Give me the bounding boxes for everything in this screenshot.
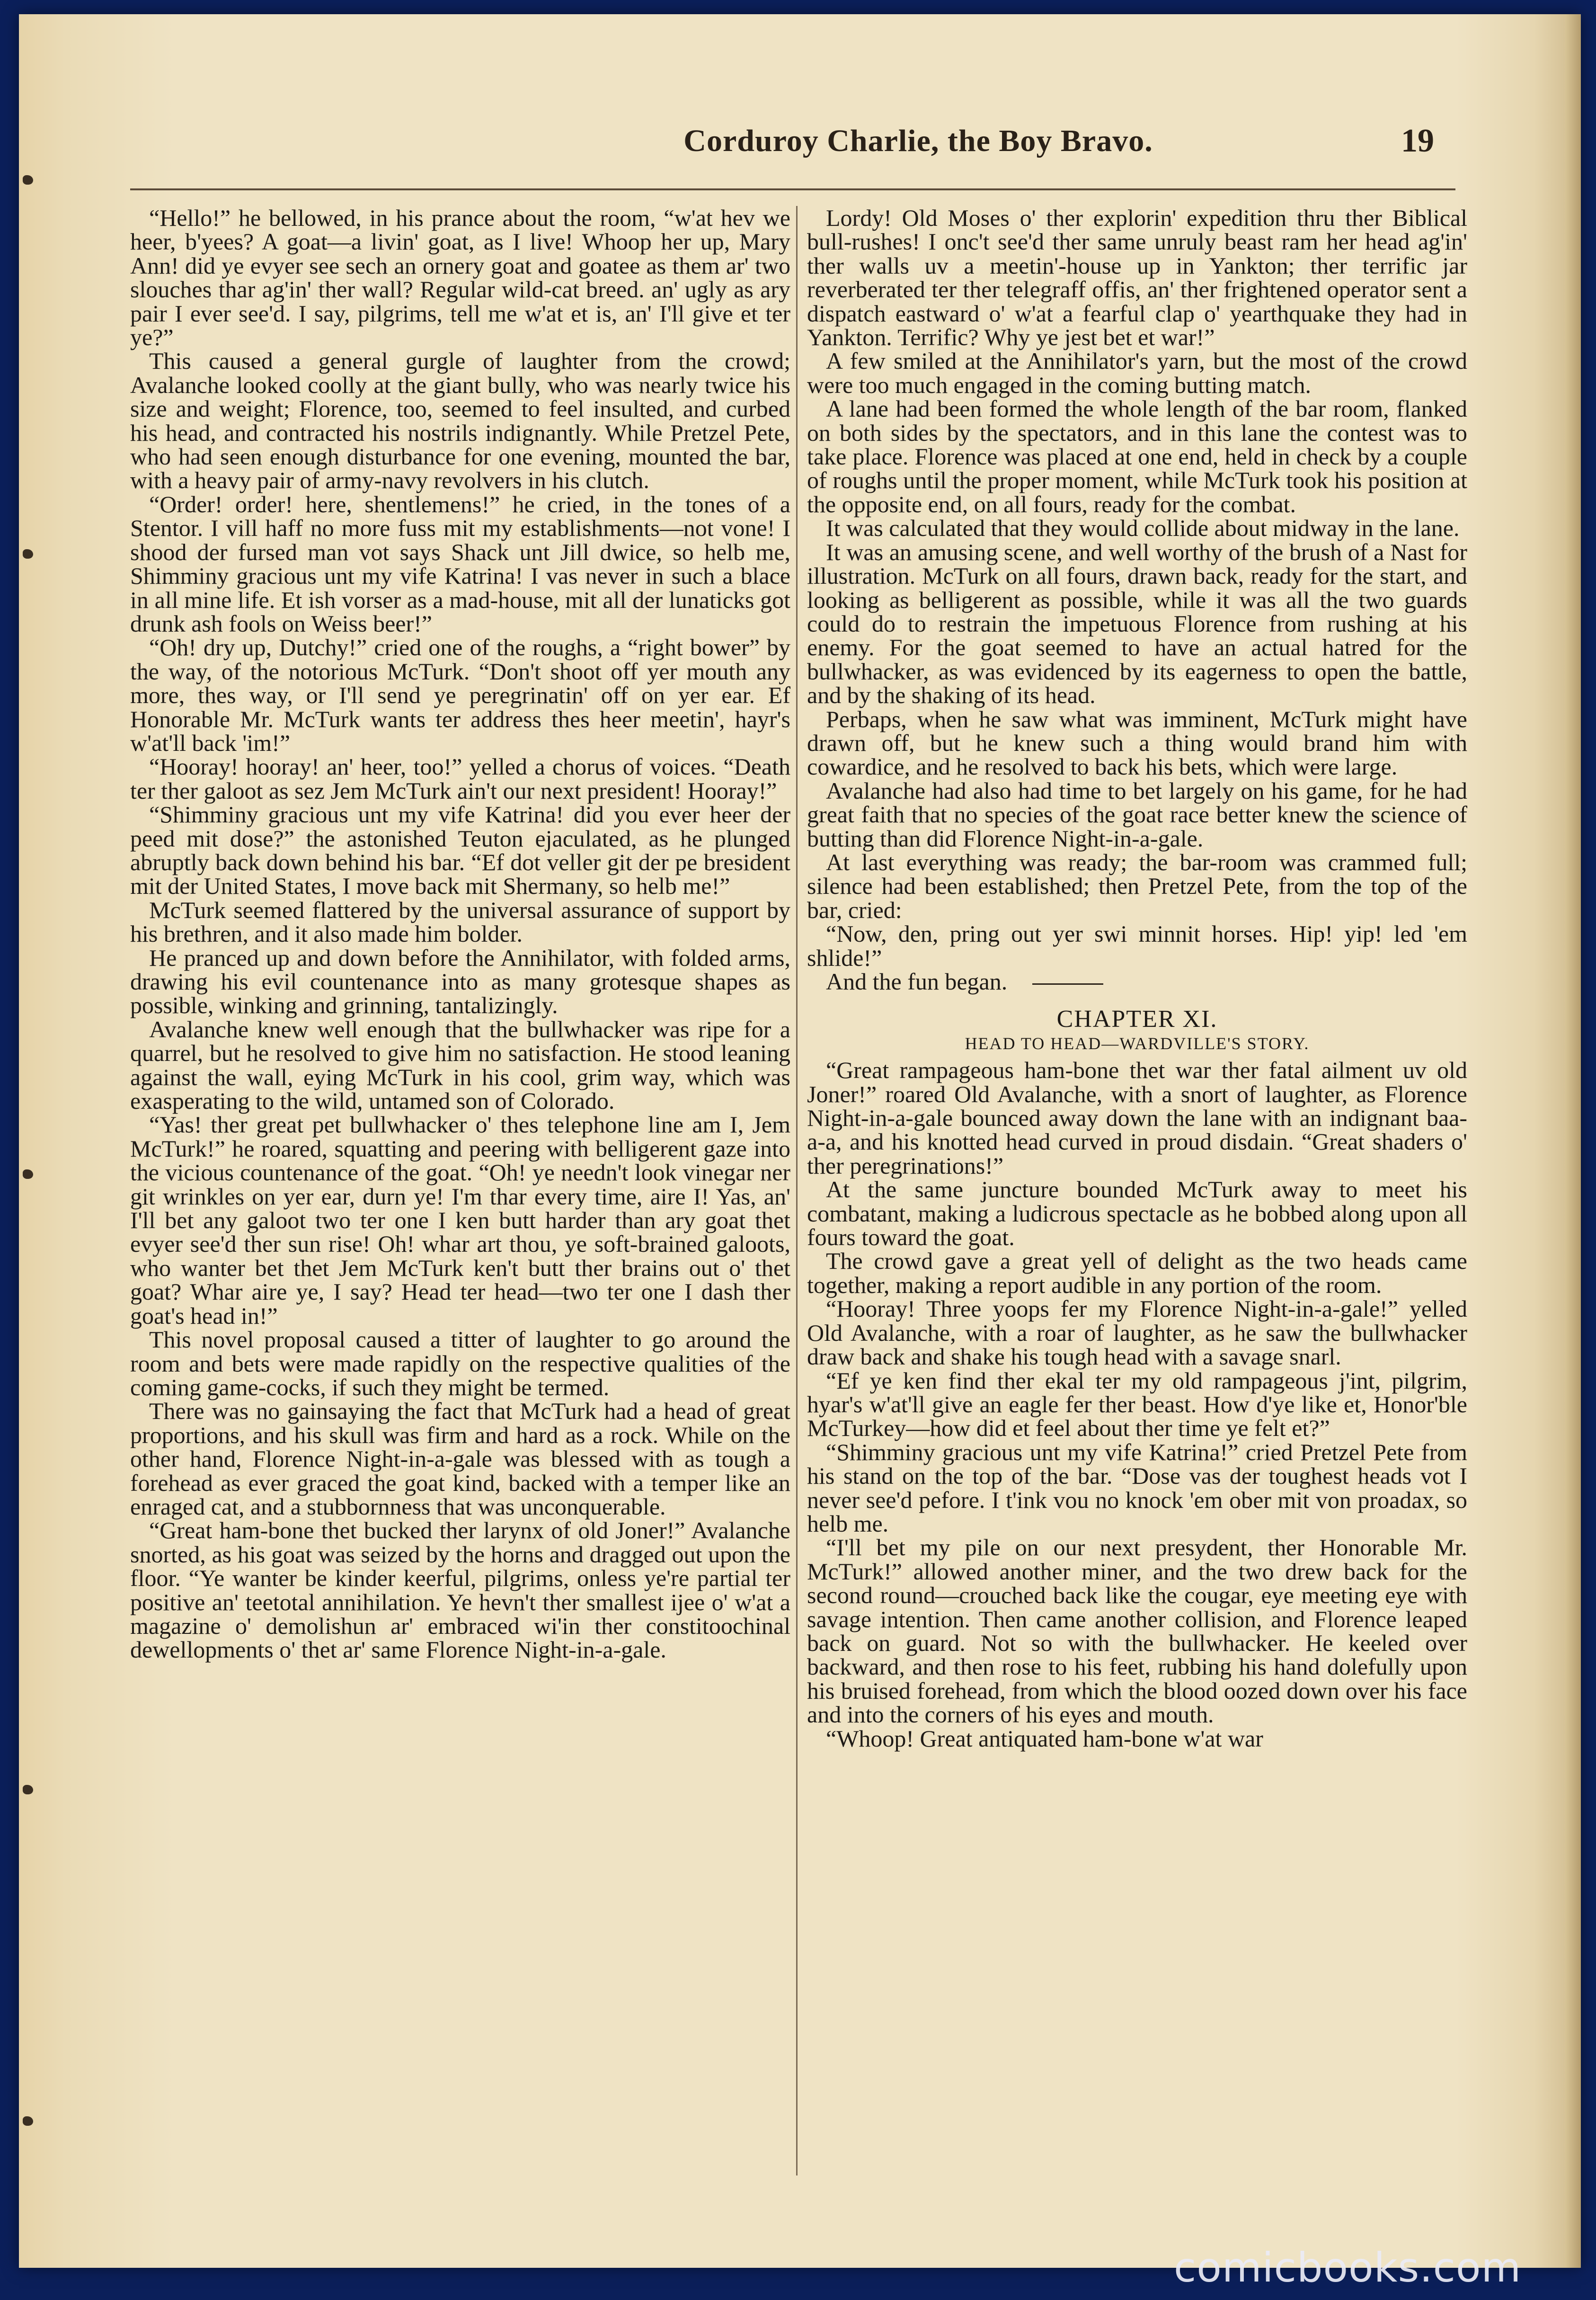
paragraph: The crowd gave a great yell of delight as the two heads came together, making a report audible in any portion of the room. [807, 1248, 1467, 1298]
paragraph: “Hello!” he bellowed, in his prance about the room, “w'at hev we heer, b'yees? A goat—a livin' goat, as I live! Whoop her up, Mary Ann! did ye evyer see sech an ornery goat and goatee as them ar' two slouches thar ag'in' ther wall? Regular wild-cat breed. an' ugly as ary pair I ever see'd. I say, pilgrims, tell me w'at et is, an' I'll give et ter ye?” [130, 205, 790, 351]
header-rule [130, 188, 1455, 190]
left-column [130, 206, 790, 1662]
paragraph: “Whoop! Great antiquated ham-bone w'at war [826, 1725, 1263, 1752]
paragraph: This novel proposal caused a titter of laughter to go around the room and bets were made rapidly on the respective qualities of the coming game-cocks, if such they might be termed. [130, 1326, 790, 1400]
paragraph: “Great ham-bone thet bucked ther larynx of old Joner!” Avalanche snorted, as his goat was seized by the horns and dragged out upon the floor. “Ye wanter be kinder keerful, pilgrims, onless ye're partial ter positive an' teetotal annihilation. Ye hevn't ther smallest ijee o' w'at a magazine o' demolishun ar' embraced wi'in ther constitoochinal dewellopments o' thet ar' same Florence Night-in-a-gale. [130, 1517, 790, 1663]
right-column [807, 206, 1467, 1750]
ending-line: And the fun began. [826, 968, 1008, 995]
margin-stain [23, 1785, 33, 1794]
paragraph: “Hooray! hooray! an' heer, too!” yelled a chorus of voices. “Death ter ther galoot as sez Jem McTurk ain't our next president! Hooray!” [130, 753, 790, 804]
margin-stain [23, 175, 33, 185]
paragraph: This caused a general gurgle of laughter from the crowd; Avalanche looked coolly at the giant bully, who was nearly twice his size and weight; Florence, too, seemed to feel insulted, and curbed his head, and contracted his nostrils indignantly. While Pretzel Pete, who had seen enough disturbance for one evening, mounted the bar, with a heavy pair of army-navy revolvers in his clutch. [130, 348, 790, 494]
paragraph: At the same juncture bounded McTurk away to meet his combatant, making a ludicrous spectacle as he bobbed along upon all fours toward the goat. [807, 1176, 1467, 1251]
paragraph: A lane had been formed the whole length of the bar room, flanked on both sides by the spectators, and in this lane the contest was to take place. Florence was placed at one end, held in check by a couple of roughs until the proper moment, while McTurk took his position at the opposite end, on all fours, ready for the combat. [807, 395, 1467, 517]
paragraph: “Ef ye ken find ther ekal ter my old rampageous j'int, pilgrim, hyar's w'at'll give an eagle fer ther beast. How d'ye like et, Honor'ble McTurkey—how did et feel about ther time ye felt et?” [807, 1367, 1467, 1442]
paragraph: “Hooray! Three yoops fer my Florence Night-in-a-gale!” yelled Old Avalanche, with a roar of laughter, as he saw the bullwhacker draw back and shake his tough head with a savage snarl. [807, 1295, 1467, 1370]
paragraph: “I'll bet my pile on our next presydent, ther Honorable Mr. McTurk!” allowed another miner, and the two drew back for the second round—crouched back like the cougar, eye meeting eye with savage intention. Then came another collision, and Florence leaped back on guard. Not so with the bullwhacker. He keeled over backward, and then rose to his feet, rubbing his hand dolefully upon his bruised forehead, from which the blood oozed down over his face and into the corners of his eyes and mouth. [807, 1534, 1467, 1728]
paragraph: McTurk seemed flattered by the universal assurance of support by his brethren, and it also made him bolder. [130, 896, 790, 947]
paragraph: “Now, den, pring out yer swi minnit horses. Hip! yip! led 'em shlide!” [807, 920, 1467, 971]
margin-stain [23, 1169, 33, 1179]
paragraph: Perbaps, when he saw what was imminent, McTurk might have drawn off, but he knew such a thing would brand him with cowardice, and he resolved to back his bets, which were large. [807, 705, 1467, 780]
paragraph: “Great rampageous ham-bone thet war ther fatal ailment uv old Joner!” roared Old Avalanche, with a snort of laughter, as Florence Night-in-a-gale bounced away down the lane with an indignant baa-a-a, and his knotted head curved in proud disdain. “Great shaders o' ther peregrinations!” [807, 1057, 1467, 1179]
paragraph: A few smiled at the Annihilator's yarn, but the most of the crowd were too much engaged in the coming butting match. [807, 348, 1467, 398]
paragraph: There was no gainsaying the fact that McTurk had a head of great proportions, and his skull was firm and hard as a rock. While on the other hand, Florence Night-in-a-gale was blessed with as tough a forehead as ever graced the goat kind, backed with a temper like an enraged cat, and a stubbornness that was unconquerable. [130, 1398, 790, 1520]
margin-stain [23, 549, 33, 559]
paragraph: Lordy! Old Moses o' ther explorin' expedition thru ther Biblical bull-rushes! I onc't see'd ther same unruly beast ram her head ag'in' ther walls uv a meetin'-house up in Yankton; ther terrific jar reverberated ter ther telegraff offis, an' ther frightened operator sent a dispatch eastward o' w'at a fearful clap o' yearthquake they had in Yankton. Terrific? Why ye jest bet et war!” [807, 205, 1467, 351]
paragraph: Avalanche knew well enough that the bullwhacker was ripe for a quarrel, but he resolved to give him no satisfaction. He stood leaning against the wall, eying McTurk in his cool, grim way, which was exasperating to the wild, untamed son of Colorado. [130, 1016, 790, 1114]
paragraph: “Yas! ther great pet bullwhacker o' thes telephone line am I, Jem McTurk!” he roared, squatting and peering with belligerent gaze into the vicious countenance of the goat. “Oh! ye needn't look vinegar ner git wrinkles on yer ear, durn ye! I'm thar every time, aire I! Yas, an' I'll bet any galoot two ter one I ken butt harder than ary goat thet evyer see'd ther sun rise! Oh! whar art thou, ye soft-brained galoots, who wanter bet thet Jem McTurk ken't butt ther brains out o' thet goat? Whar aire ye, I say? Head ter head—two ter one I dash ther goat's head in!” [130, 1111, 790, 1329]
paragraph: “Order! order! here, shentlemens!” he cried, in the tones of a Stentor. I vill haff no more fuss mit my establishments—not vone! I shood der fursed man vot says Shack unt Jill dwice, so helb me, Shimminy gracious unt my vife Katrina! I vas never in such a blace in all mine life. Et ish vorser as a mad-house, mit all der lunaticks got drunk ash fools on Weiss beer!” [130, 490, 790, 637]
paragraph: “Oh! dry up, Dutchy!” cried one of the roughs, a “right bower” by the way, of the notorious McTurk. “Don't shoot off yer mouth any more, thes way, or I'll send ye peregrinatin' off on yer ear. Ef Honorable Mr. McTurk wants ter address thes heer meetin', hayr's w'at'll back 'im!” [130, 634, 790, 756]
paragraph: “Shimminy gracious unt my vife Katrina!” cried Pretzel Pete from his stand on the top of the bar. “Dose vas der toughest heads vot I never see'd pefore. I t'ink vou no knock 'em ober mit von proadax, so helb me. [807, 1438, 1467, 1537]
paragraph: Avalanche had also had time to bet largely on his game, for he had great faith that no species of the goat race better knew the science of butting than did Florence Night-in-a-gale. [807, 777, 1467, 852]
running-header: Corduroy Charlie, the Boy Bravo. [683, 124, 1153, 158]
section-rule [1032, 983, 1103, 985]
paragraph: It was calculated that they would collide about midway in the lane. [826, 515, 1460, 542]
paragraph: At last everything was ready; the bar-room was crammed full; silence had been established; then Pretzel Pete, from the top of the bar, cried: [807, 848, 1467, 923]
watermark: comicbooks.com [1174, 2244, 1522, 2291]
chapter-subtitle: HEAD TO HEAD—WARDVILLE'S STORY. [965, 1034, 1310, 1053]
chapter-title: CHAPTER XI. [1056, 1006, 1218, 1033]
column-divider [796, 206, 798, 2175]
margin-stain [23, 2116, 33, 2126]
paragraph: It was an amusing scene, and well worthy of the brush of a Nast for illustration. McTurk on all fours, drawn back, ready for the start, and looking as belligerent as possible, while it was all the two guards could do to restrain the impetuous Florence from rushing at his enemy. For the goat seemed to have an actual hatred for the bullwhacker, as was evidenced by its eagerness to open the battle, and by the shaking of its head. [807, 538, 1467, 709]
page-edge [1565, 14, 1581, 2268]
book-page [19, 14, 1581, 2268]
page-number: 19 [1401, 123, 1434, 159]
section-ending [807, 970, 1467, 993]
paragraph: “Shimminy gracious unt my vife Katrina! did you ever heer der peed mit dose?” the astonished Teuton ejaculated, as he plunged abruptly back down behind his bar. “Ef dot veller git der pe bresident mit der United States, I move back mit Shermany, so helb me!” [130, 801, 790, 900]
paragraph: He pranced up and down before the Annihilator, with folded arms, drawing his evil countenance into as many grotesque shapes as possible, winking and grinning, tantalizingly. [130, 944, 790, 1019]
